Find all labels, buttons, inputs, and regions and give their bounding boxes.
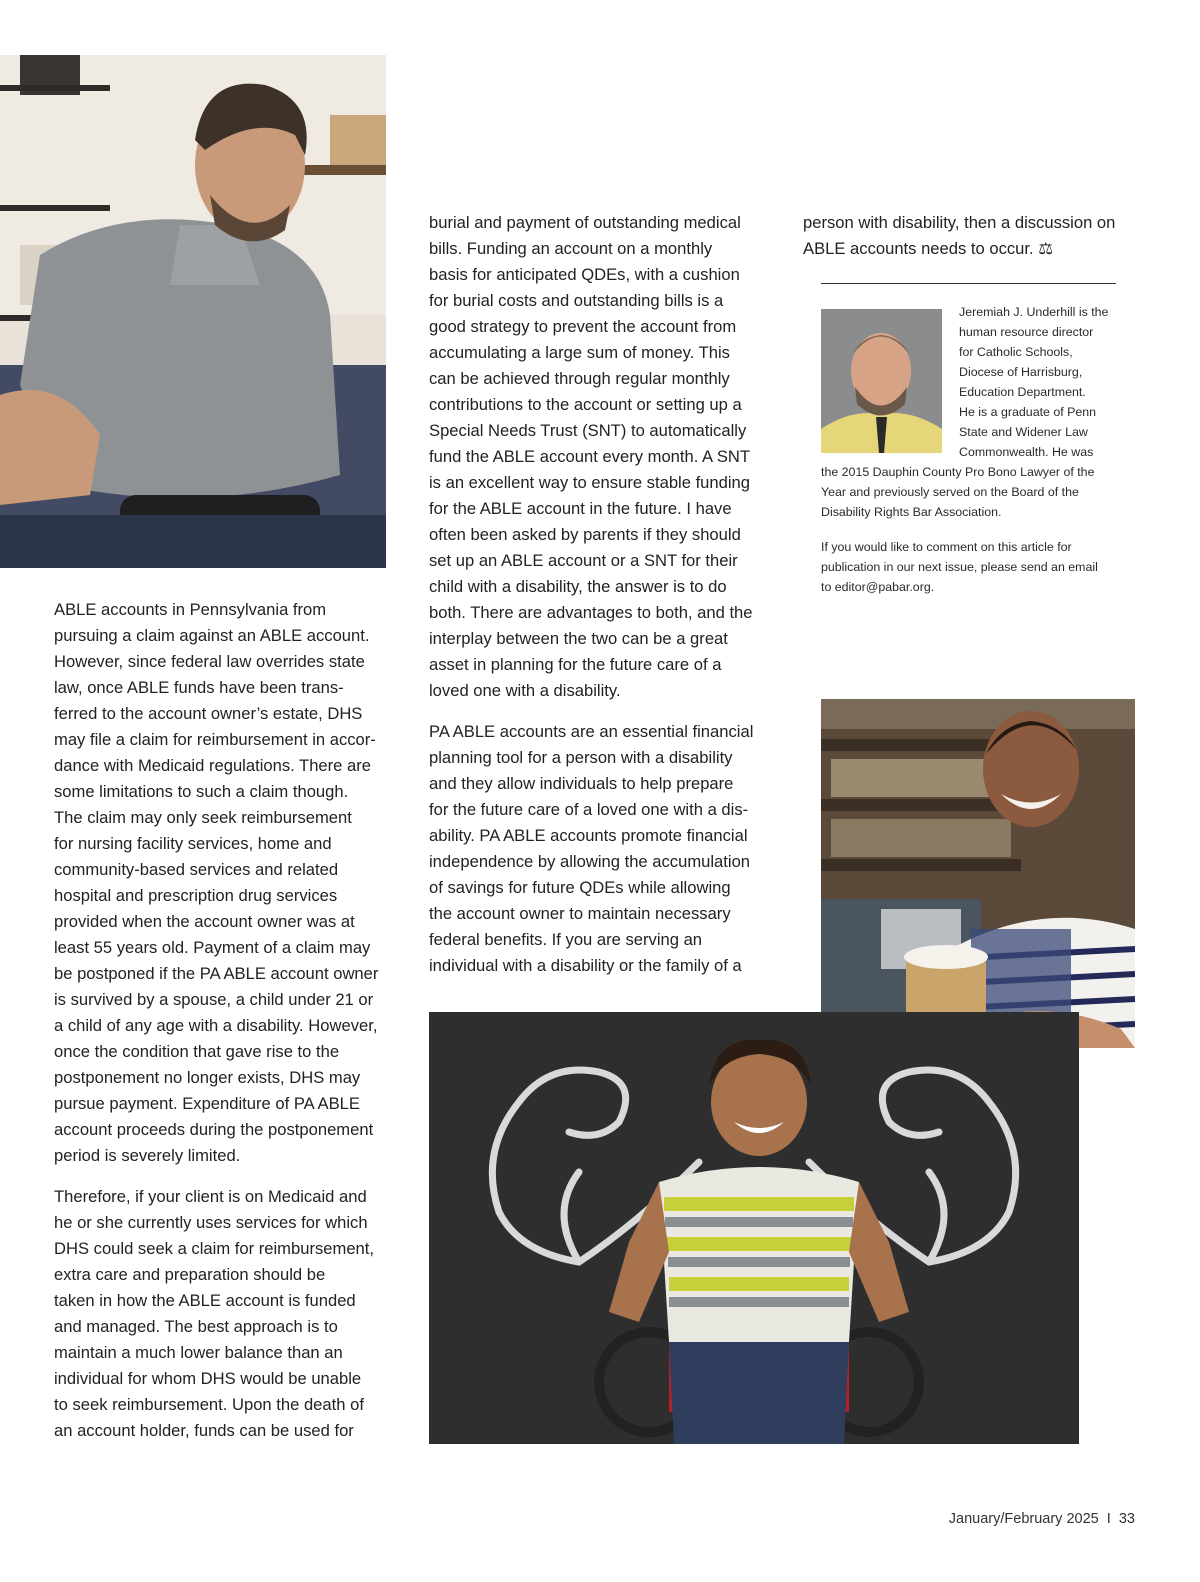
article-paragraph: burial and payment of outstanding medical bills. Funding an account on a monthly basis for anticipated QDEs, with a cushion for burial costs and outstanding bills is a good strategy to prevent the account from accumulating a large sum of money. This can be achieved through regular monthly contributions to the account or setting up a Special Needs Trust (SNT) to automatically fund the ABLE account every month. A SNT is an excellent way to ensure stable funding for the ABLE account in the future. I have often been asked by parents if they should set up an ABLE account or a SNT for their child with a disability, the answer is to do both. There are advantages to both, and the interplay between the two can be a great asset in planning for the future care of a loved one with a disability. <box>429 213 753 700</box>
page-number: 33 <box>1118 1511 1135 1527</box>
photo-boy-in-wheelchair <box>429 1012 1079 1444</box>
article-paragraph: Therefore, if your client is on Medicaid and he or she currently uses services for which DHS could seek a claim for reimbursement, extra care and preparation should be taken in how the ABLE account is funded and managed. The best approach is to maintain a much lower balance than an individual for whom DHS would be unable to seek reimbursement. Upon the death of an account holder, funds can be used for <box>54 1187 375 1440</box>
photo-barista-serving-coffee <box>821 699 1135 1048</box>
author-bio-continued: the 2015 Dauphin County Pro Bono Lawyer of the Year and previously served on the Board of the Disability Rights Bar Association. <box>821 465 1095 519</box>
footer-separator: I <box>1106 1511 1111 1527</box>
author-headshot <box>821 309 942 453</box>
bio-divider <box>821 283 1116 284</box>
issue-date: January/February 2025 <box>948 1511 1099 1527</box>
article-paragraph: PA ABLE accounts are an essential financial planning tool for a person with a disability and they allow individuals to help prepare for the future care of a loved one with a dis- ability. PA ABLE accounts promote financial independence by allowing the accumulation of savings for future QDEs while allowing the account owner to maintain necessary federal benefits. If you are serving an individual with a disability or the family of a <box>429 722 754 975</box>
article-closing-paragraph: person with disability, then a discussion on ABLE accounts needs to occur. ⚖ <box>803 213 1116 258</box>
photo-man-in-wheelchair <box>0 55 386 568</box>
author-bio: Jeremiah J. Underhill is the human resource director for Catholic Schools, Diocese of Harrisburg, Education Department. He is a graduate of Penn State and Widener Law Commonwealth. He was <box>959 305 1109 459</box>
page-footer <box>949 1511 1135 1527</box>
article-paragraph: ABLE accounts in Pennsylvania from pursuing a claim against an ABLE account. However, since federal law overrides state law, once ABLE funds have been trans- ferred to the account owner’s estate, DHS may file a claim for reimbursement in accor- dance with Medicaid regulations. There are some limitations to such a claim though. The claim may only seek reimbursement for nursing facility services, home and community-based services and related hospital and prescription drug services provided when the account owner was at least 55 years old. Payment of a claim may be postponed if the PA ABLE account owner is survived by a spouse, a child under 21 or a child of any age with a disability. However, once the condition that gave rise to the postponement no longer exists, DHS may pursue payment. Expenditure of PA ABLE account proceeds during the postponement period is severely limited. <box>54 600 379 1165</box>
comment-invitation: If you would like to comment on this article for publication in our next issue, please send an email to editor@pabar.org. <box>821 540 1098 594</box>
